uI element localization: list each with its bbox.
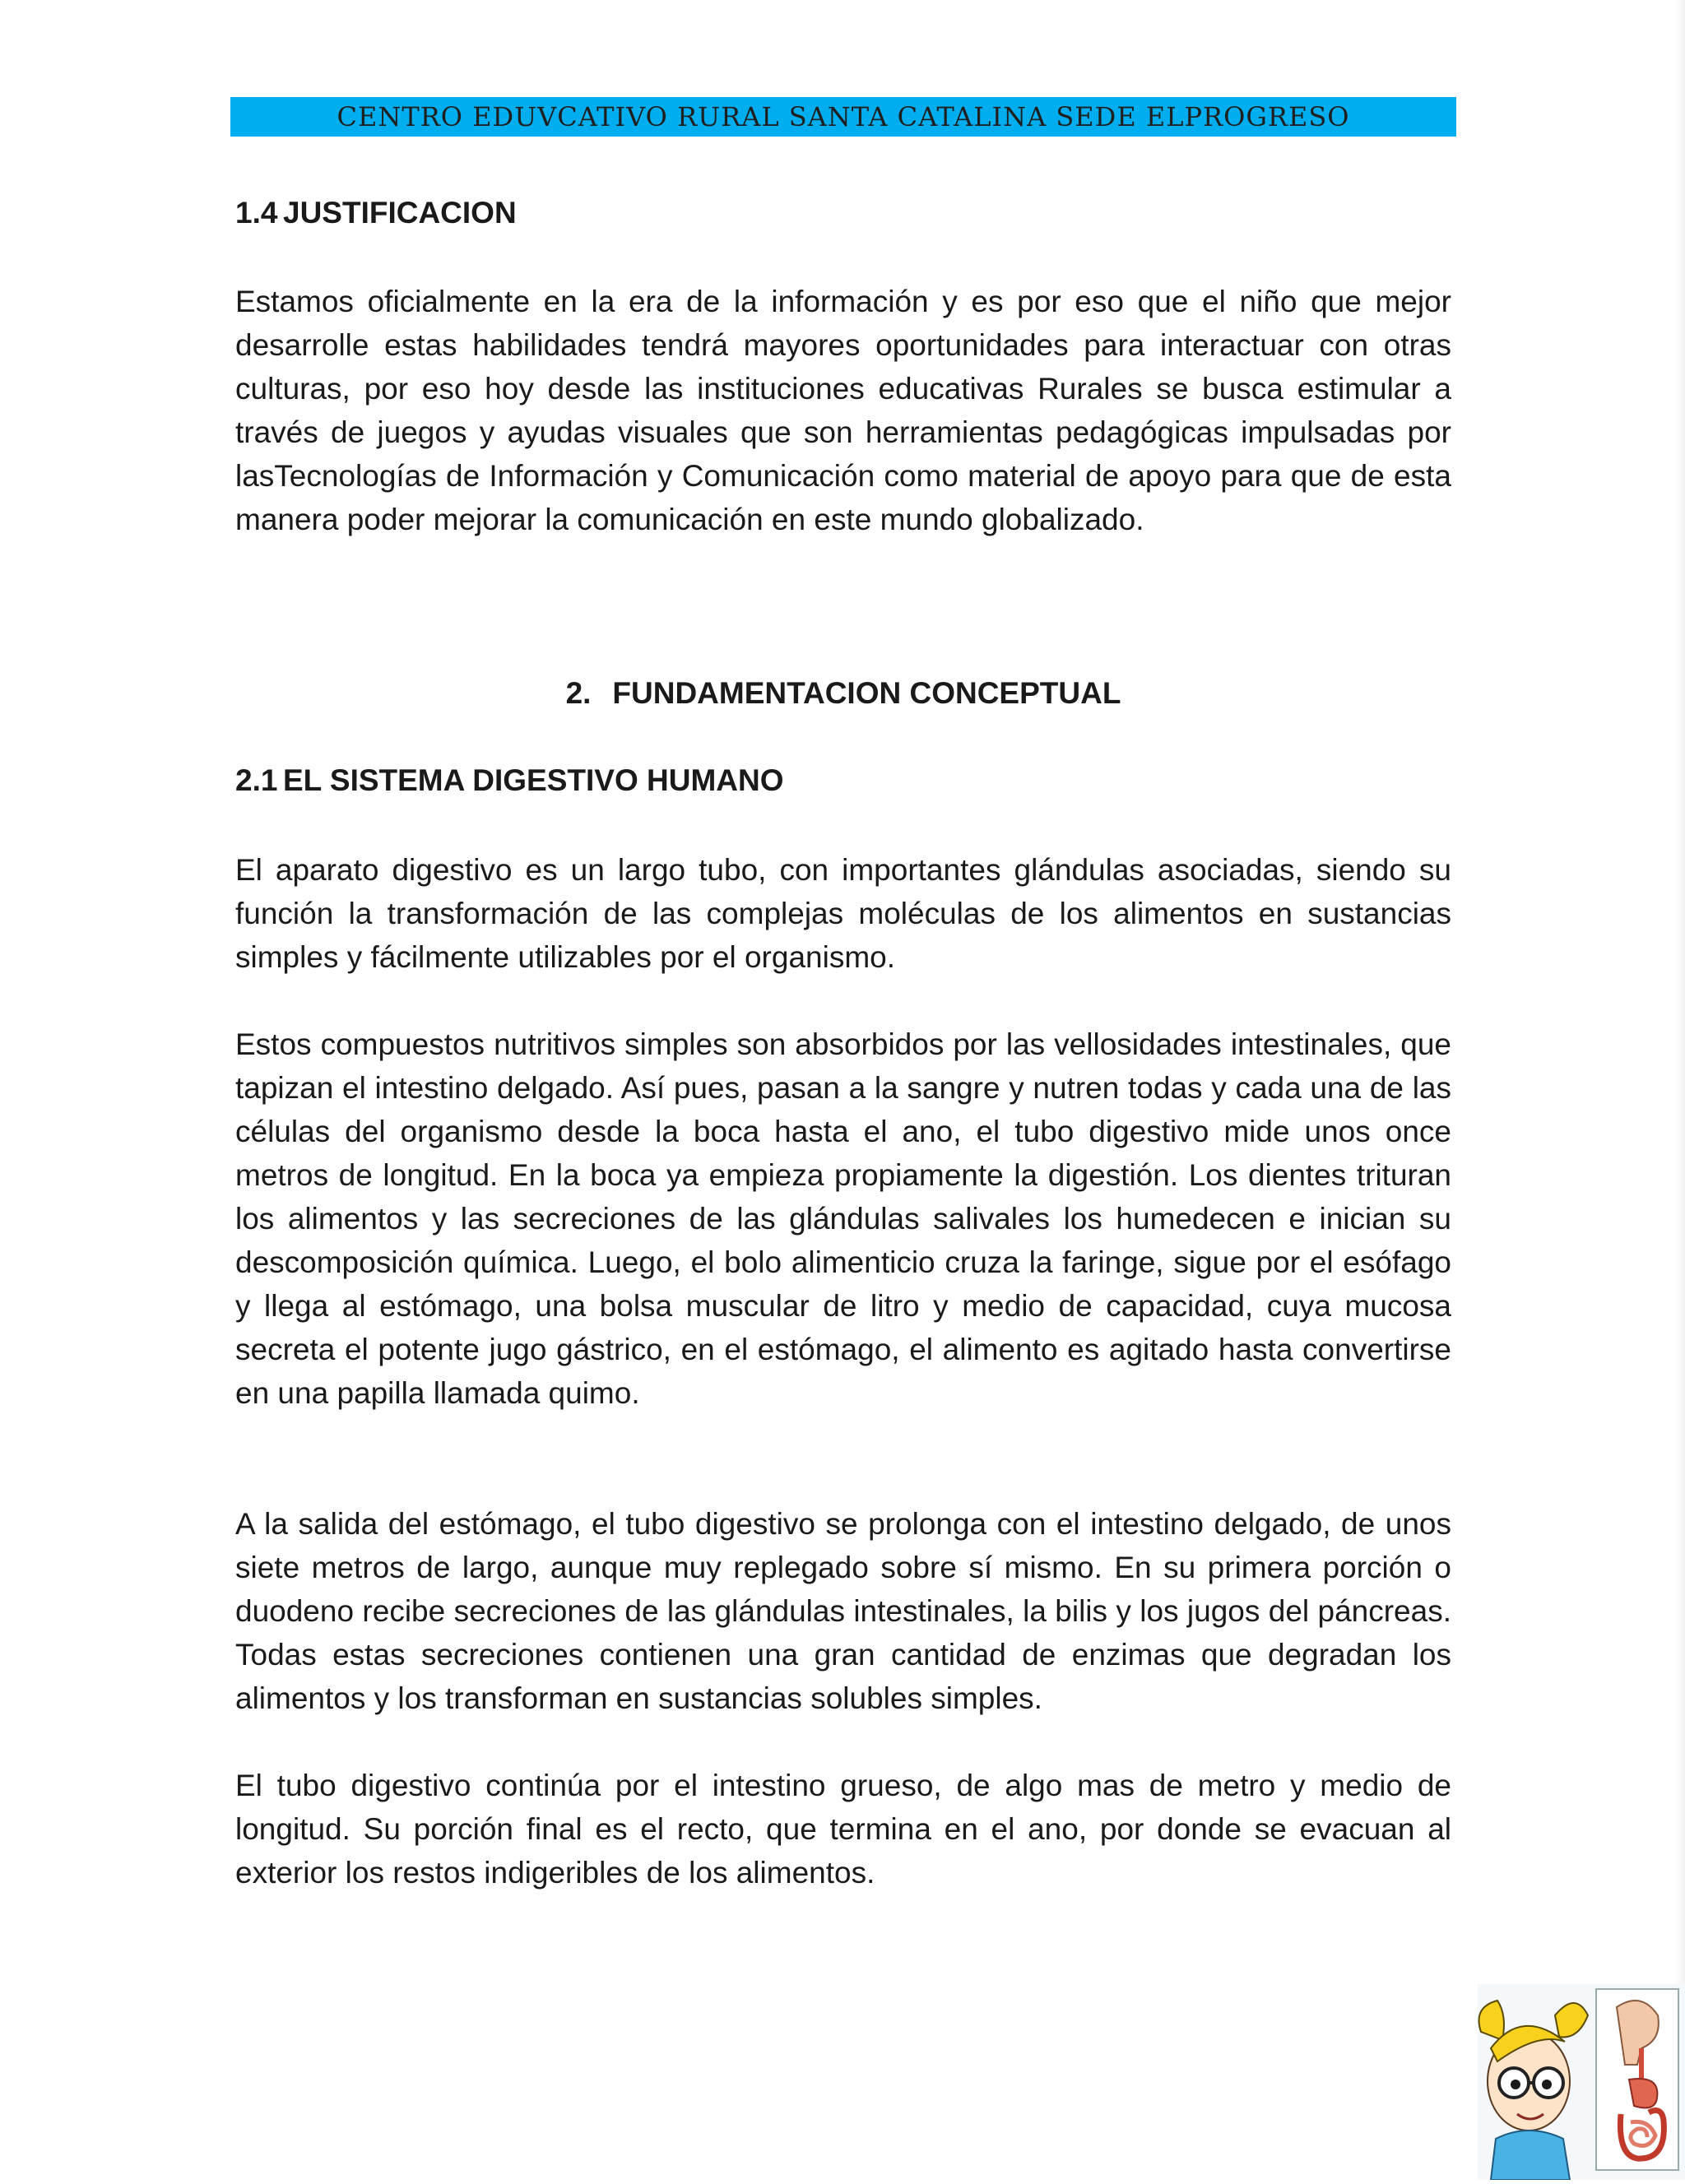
section-number: 1.4 xyxy=(235,196,278,230)
section-number: 2.1 xyxy=(235,763,278,797)
section-heading-fundamentacion xyxy=(235,676,1451,711)
paragraph-intestino-grueso: El tubo digestivo continúa por el intestino grueso, de algo mas de metro y medio de longitud. Su porción final es el recto, que termina en el ano, por donde se evacuan al exterior los restos indigeribles de los alimentos. xyxy=(235,1769,1451,1890)
cartoon-digestive-system-illustration xyxy=(1473,1982,1685,2180)
paragraph-justificacion: Estamos oficialmente en la era de la información y es por eso que el niño que mejor desarrolle estas habilidades tendrá mayores oportunidades para interactuar con otras culturas, por eso hoy desde las instituciones educativas Rurales se busca estimular a través de juegos y ayudas visuales que son herramientas pedagógicas impulsadas por lasTecnologías de Información y Comunicación como material de apoyo para que de esta manera poder mejorar la comunicación en este mundo globalizado. xyxy=(235,285,1451,536)
section-title: EL SISTEMA DIGESTIVO HUMANO xyxy=(283,763,784,797)
header-banner-text: CENTRO EDUVCATIVO RURAL SANTA CATALINA SEDE ELPROGRESO xyxy=(337,101,1350,132)
section-heading-justificacion xyxy=(235,196,517,230)
paragraph-intestino-delgado: A la salida del estómago, el tubo digestivo se prolonga con el intestino delgado, de unos siete metros de largo, aunque muy replegado sobre sí mismo. En su primera porción o duodeno recibe secreciones de las glándulas intestinales, la bilis y los jugos del páncreas. Todas estas secreciones contienen una gran cantidad de enzimas que degradan los alimentos y los transforman en sustancias solubles simples. xyxy=(235,1507,1451,1715)
paragraph-compuestos-nutritivos: Estos compuestos nutritivos simples son absorbidos por las vellosidades intestinales, que tapizan el intestino delgado. Así pues, pasan a la sangre y nutren todas y cada una de las células del organismo desde la boca hasta el ano, el tubo digestivo mide unos once metros de longitud. En la boca ya empieza propiamente la digestión. Los dientes trituran los alimentos y las secreciones de las glándulas salivales los humedecen e inician su descomposición química. Luego, el bolo alimenticio cruza la faringe, sigue por el esófago y llega al estómago, una bolsa muscular de litro y medio de capacidad, cuya mucosa secreta el potente jugo gástrico, en el estómago, el alimento es agitado hasta convertirse en una papilla llamada quimo. xyxy=(235,1027,1451,1410)
section-title: JUSTIFICACION xyxy=(283,196,517,230)
paragraph-aparato-digestivo: El aparato digestivo es un largo tubo, con importantes glándulas asociadas, siendo su función la transformación de las complejas moléculas de los alimentos en sustancias simples y fácilmente utilizables por el organismo. xyxy=(235,853,1451,974)
section-number: 2. xyxy=(565,676,592,710)
section-heading-sistema-digestivo xyxy=(235,763,784,798)
page-edge-shadow xyxy=(1675,0,1685,2180)
header-banner xyxy=(230,97,1456,137)
section-title: FUNDAMENTACION CONCEPTUAL xyxy=(612,676,1121,710)
